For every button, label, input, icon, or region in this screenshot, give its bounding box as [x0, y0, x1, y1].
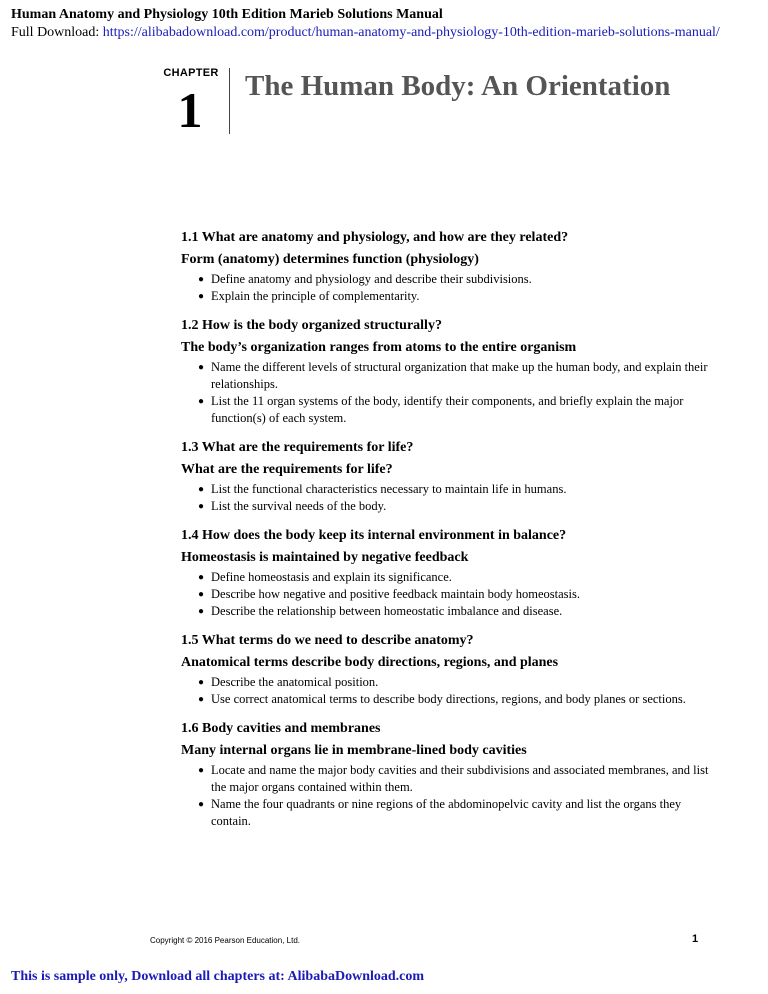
list-item: ● Locate and name the major body cavities and their subdivisions and associated membranes, and list the major organs contained within them. [198, 763, 709, 794]
section-heading: 1.6 Body cavities and membranes [181, 721, 381, 736]
section-subheading: Homeostasis is maintained by negative feedback [181, 550, 469, 565]
section-heading: 1.5 What terms do we need to describe anatomy? [181, 633, 474, 648]
bullet-icon: ● [198, 274, 205, 285]
section-subheading: Anatomical terms describe body directions, regions, and planes [181, 655, 559, 670]
section [181, 438, 711, 515]
section [181, 526, 711, 620]
download-link[interactable]: https://alibabadownload.com/product/human-anatomy-and-physiology-10th-edition-marieb-solutions-manual/ [102, 25, 720, 40]
bullet-icon: ● [198, 606, 205, 617]
section-heading: 1.3 What are the requirements for life? [181, 440, 414, 455]
list-item: ● List the 11 organ systems of the body, identify their components, and briefly explain the major function(s) of each system. [198, 394, 684, 425]
bullet-list [181, 481, 711, 515]
bullet-icon: ● [198, 572, 205, 583]
section [181, 631, 711, 708]
list-item: ● Use correct anatomical terms to describe body directions, regions, and body planes or sections. [198, 692, 686, 706]
chapter-title: The Human Body: An Orientation [245, 70, 671, 102]
section-heading: 1.1 What are anatomy and physiology, and how are they related? [181, 230, 569, 245]
bullet-list [181, 271, 711, 305]
section [181, 719, 711, 830]
bullet-icon: ● [198, 694, 205, 705]
bullet-list [181, 674, 711, 708]
bullet-icon: ● [198, 765, 205, 776]
bullet-icon: ● [198, 589, 205, 600]
list-item: ● Define homeostasis and explain its significance. [198, 570, 452, 584]
list-item: ● Name the different levels of structural organization that make up the human body, and explain their relationships. [198, 360, 708, 391]
bullet-icon: ● [198, 677, 205, 688]
list-item: ● List the functional characteristics necessary to maintain life in humans. [198, 482, 567, 496]
bottom-banner[interactable]: This is sample only, Download all chapters at: AlibabaDownload.com [11, 969, 425, 984]
section-subheading: Many internal organs lie in membrane-lined body cavities [181, 743, 527, 758]
chapter-divider [229, 68, 230, 134]
banner-title: Human Anatomy and Physiology 10th Edition Marieb Solutions Manual [11, 7, 443, 22]
list-item: ● Describe the anatomical position. [198, 675, 379, 689]
chapter-number: 1 [177, 82, 203, 138]
footer-copyright: Copyright © 2016 Pearson Education, Ltd. [150, 936, 300, 945]
bullet-icon: ● [198, 362, 205, 373]
list-item: ● Define anatomy and physiology and describe their subdivisions. [198, 272, 532, 286]
section [181, 316, 711, 427]
download-label: Full Download: [11, 25, 103, 40]
bullet-list [181, 569, 711, 620]
bullet-icon: ● [198, 291, 205, 302]
banner-download-line [11, 24, 761, 42]
bullet-icon: ● [198, 484, 205, 495]
bullet-icon: ● [198, 799, 205, 810]
top-banner [11, 6, 761, 42]
list-item: ● Explain the principle of complementarity. [198, 289, 420, 303]
section-subheading: The body’s organization ranges from atoms to the entire organism [181, 340, 577, 355]
bullet-list [181, 762, 711, 830]
section-heading: 1.2 How is the body organized structurally? [181, 318, 442, 333]
section-heading: 1.4 How does the body keep its internal environment in balance? [181, 528, 567, 543]
list-item: ● Describe how negative and positive feedback maintain body homeostasis. [198, 587, 580, 601]
page-number: 1 [692, 933, 699, 945]
bullet-icon: ● [198, 501, 205, 512]
section-subheading: Form (anatomy) determines function (physiology) [181, 252, 479, 267]
chapter-block [150, 66, 230, 136]
chapter-label: CHAPTER [163, 67, 219, 79]
section [181, 228, 711, 305]
list-item: ● Name the four quadrants or nine regions of the abdominopelvic cavity and list the organs they contain. [198, 797, 682, 828]
section-subheading: What are the requirements for life? [181, 462, 393, 477]
list-item: ● List the survival needs of the body. [198, 499, 387, 513]
bullet-icon: ● [198, 396, 205, 407]
chapter-outline [181, 228, 711, 841]
bullet-list [181, 359, 711, 427]
list-item: ● Describe the relationship between homeostatic imbalance and disease. [198, 604, 563, 618]
